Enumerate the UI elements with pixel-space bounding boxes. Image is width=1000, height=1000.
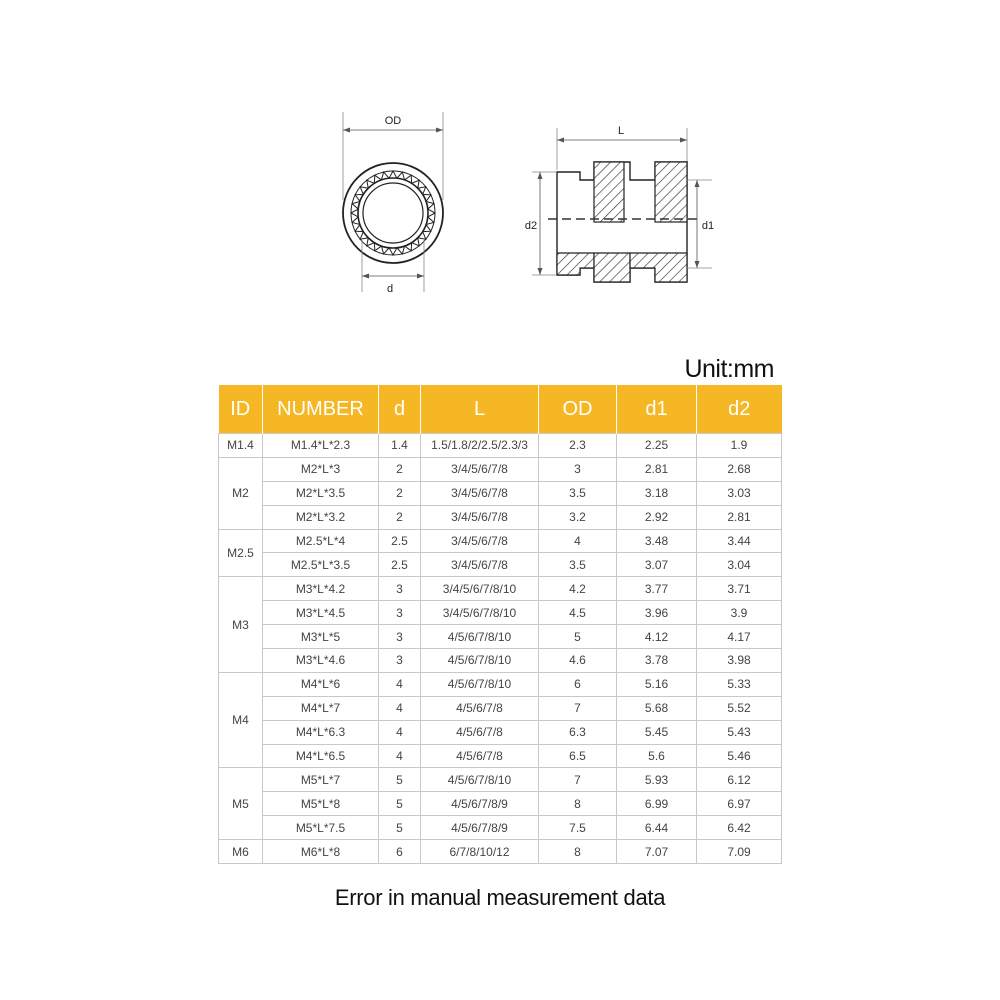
table-row [219, 434, 782, 458]
cell-d2: 4.17 [697, 625, 782, 649]
cell-l: 4/5/6/7/8/9 [421, 816, 539, 840]
cell-l: 3/4/5/6/7/8 [421, 457, 539, 481]
cell-d: 2 [379, 505, 421, 529]
cell-d1: 5.16 [617, 672, 697, 696]
cell-l: 3/4/5/6/7/8 [421, 481, 539, 505]
table-row [219, 457, 782, 481]
cell-od: 6.5 [539, 744, 617, 768]
table-row [219, 649, 782, 673]
col-header-id: ID [219, 385, 263, 434]
col-header-d2: d2 [697, 385, 782, 434]
cell-d: 6 [379, 840, 421, 864]
cell-d: 2.5 [379, 529, 421, 553]
table-row [219, 816, 782, 840]
cell-l: 4/5/6/7/8 [421, 696, 539, 720]
cell-l: 3/4/5/6/7/8 [421, 553, 539, 577]
cell-l: 4/5/6/7/8/10 [421, 672, 539, 696]
cell-d1: 3.77 [617, 577, 697, 601]
cell-l: 4/5/6/7/8 [421, 744, 539, 768]
cell-od: 2.3 [539, 434, 617, 458]
cell-number: M1.4*L*2.3 [263, 434, 379, 458]
cell-number: M2*L*3.5 [263, 481, 379, 505]
cell-l: 6/7/8/10/12 [421, 840, 539, 864]
cell-d2: 3.71 [697, 577, 782, 601]
cell-d: 5 [379, 792, 421, 816]
cell-d2: 1.9 [697, 434, 782, 458]
cell-d1: 4.12 [617, 625, 697, 649]
cell-d: 2 [379, 481, 421, 505]
cell-number: M2.5*L*4 [263, 529, 379, 553]
cell-d2: 6.12 [697, 768, 782, 792]
table-row [219, 529, 782, 553]
cell-od: 7 [539, 696, 617, 720]
section-view [525, 125, 714, 282]
cell-od: 3.5 [539, 553, 617, 577]
cell-number: M5*L*8 [263, 792, 379, 816]
cell-d2: 5.46 [697, 744, 782, 768]
table-row [219, 481, 782, 505]
cell-d: 3 [379, 577, 421, 601]
cell-d1: 3.48 [617, 529, 697, 553]
cell-l: 3/4/5/6/7/8 [421, 529, 539, 553]
cell-d2: 3.98 [697, 649, 782, 673]
cell-number: M2*L*3.2 [263, 505, 379, 529]
cell-d: 3 [379, 601, 421, 625]
cell-d1: 5.68 [617, 696, 697, 720]
cell-od: 4.2 [539, 577, 617, 601]
table-row [219, 553, 782, 577]
cell-d1: 2.92 [617, 505, 697, 529]
cell-d1: 6.44 [617, 816, 697, 840]
cell-od: 7 [539, 768, 617, 792]
cell-d2: 3.44 [697, 529, 782, 553]
cell-l: 3/4/5/6/7/8/10 [421, 577, 539, 601]
cell-id: M2 [219, 457, 263, 529]
cell-d1: 2.25 [617, 434, 697, 458]
d2-label: d2 [524, 220, 538, 232]
cell-d: 4 [379, 720, 421, 744]
d1-label: d1 [701, 220, 715, 232]
cell-number: M4*L*6 [263, 672, 379, 696]
cell-d1: 6.99 [617, 792, 697, 816]
cell-d2: 5.33 [697, 672, 782, 696]
cell-l: 3/4/5/6/7/8 [421, 505, 539, 529]
cell-d1: 5.93 [617, 768, 697, 792]
col-header-d1: d1 [617, 385, 697, 434]
cell-d: 5 [379, 816, 421, 840]
front-view [343, 112, 443, 295]
cell-l: 3/4/5/6/7/8/10 [421, 601, 539, 625]
cell-d2: 3.04 [697, 553, 782, 577]
cell-od: 6.3 [539, 720, 617, 744]
col-header-number: NUMBER [263, 385, 379, 434]
cell-number: M2*L*3 [263, 457, 379, 481]
cell-number: M5*L*7 [263, 768, 379, 792]
table-row [219, 601, 782, 625]
cell-number: M3*L*5 [263, 625, 379, 649]
cell-id: M2.5 [219, 529, 263, 577]
spec-table [218, 385, 782, 864]
table-row [219, 720, 782, 744]
d-label: d [386, 283, 394, 295]
cell-d: 4 [379, 672, 421, 696]
cell-d1: 5.45 [617, 720, 697, 744]
cell-od: 4.6 [539, 649, 617, 673]
cell-number: M4*L*7 [263, 696, 379, 720]
cell-d: 3 [379, 649, 421, 673]
table-header-row [219, 385, 782, 434]
table-row [219, 792, 782, 816]
cell-d2: 5.43 [697, 720, 782, 744]
cell-number: M3*L*4.5 [263, 601, 379, 625]
col-header-od: OD [539, 385, 617, 434]
table-row [219, 768, 782, 792]
cell-id: M5 [219, 768, 263, 840]
cell-d1: 2.81 [617, 457, 697, 481]
l-label: L [617, 125, 625, 137]
cell-d: 4 [379, 744, 421, 768]
cell-od: 4 [539, 529, 617, 553]
cell-od: 7.5 [539, 816, 617, 840]
cell-d1: 3.78 [617, 649, 697, 673]
cell-od: 8 [539, 792, 617, 816]
cell-id: M4 [219, 672, 263, 768]
cell-number: M3*L*4.2 [263, 577, 379, 601]
cell-l: 4/5/6/7/8/10 [421, 625, 539, 649]
cell-d1: 3.18 [617, 481, 697, 505]
cell-d2: 3.03 [697, 481, 782, 505]
cell-l: 4/5/6/7/8/10 [421, 649, 539, 673]
cell-od: 5 [539, 625, 617, 649]
cell-od: 4.5 [539, 601, 617, 625]
cell-l: 4/5/6/7/8 [421, 720, 539, 744]
cell-id: M6 [219, 840, 263, 864]
cell-d2: 6.97 [697, 792, 782, 816]
table-row [219, 505, 782, 529]
caption: Error in manual measurement data [334, 885, 666, 910]
cell-od: 3.5 [539, 481, 617, 505]
cell-d1: 3.96 [617, 601, 697, 625]
table-row [219, 696, 782, 720]
cell-d2: 5.52 [697, 696, 782, 720]
table-row [219, 625, 782, 649]
unit-label: Unit:mm [684, 355, 774, 383]
cell-od: 3 [539, 457, 617, 481]
cell-number: M4*L*6.3 [263, 720, 379, 744]
table-row [219, 672, 782, 696]
cell-d2: 6.42 [697, 816, 782, 840]
od-label: OD [384, 115, 402, 127]
col-header-l: L [421, 385, 539, 434]
table-body [219, 434, 782, 864]
cell-d1: 5.6 [617, 744, 697, 768]
cell-l: 4/5/6/7/8/10 [421, 768, 539, 792]
cell-id: M3 [219, 577, 263, 673]
table-row [219, 577, 782, 601]
cell-l: 1.5/1.8/2/2.5/2.3/3 [421, 434, 539, 458]
cell-d: 2.5 [379, 553, 421, 577]
cell-d2: 2.68 [697, 457, 782, 481]
cell-d2: 2.81 [697, 505, 782, 529]
cell-d: 1.4 [379, 434, 421, 458]
cell-number: M6*L*8 [263, 840, 379, 864]
cell-number: M3*L*4.6 [263, 649, 379, 673]
cell-d1: 7.07 [617, 840, 697, 864]
cell-d: 5 [379, 768, 421, 792]
cell-d: 3 [379, 625, 421, 649]
cell-d1: 3.07 [617, 553, 697, 577]
cell-d2: 7.09 [697, 840, 782, 864]
col-header-d: d [379, 385, 421, 434]
table-row [219, 744, 782, 768]
cell-od: 8 [539, 840, 617, 864]
table-row [219, 840, 782, 864]
cell-id: M1.4 [219, 434, 263, 458]
cell-number: M5*L*7.5 [263, 816, 379, 840]
cell-d: 4 [379, 696, 421, 720]
cell-l: 4/5/6/7/8/9 [421, 792, 539, 816]
cell-d: 2 [379, 457, 421, 481]
technical-drawing [0, 0, 1000, 320]
cell-number: M4*L*6.5 [263, 744, 379, 768]
cell-d2: 3.9 [697, 601, 782, 625]
cell-od: 3.2 [539, 505, 617, 529]
cell-number: M2.5*L*3.5 [263, 553, 379, 577]
cell-od: 6 [539, 672, 617, 696]
